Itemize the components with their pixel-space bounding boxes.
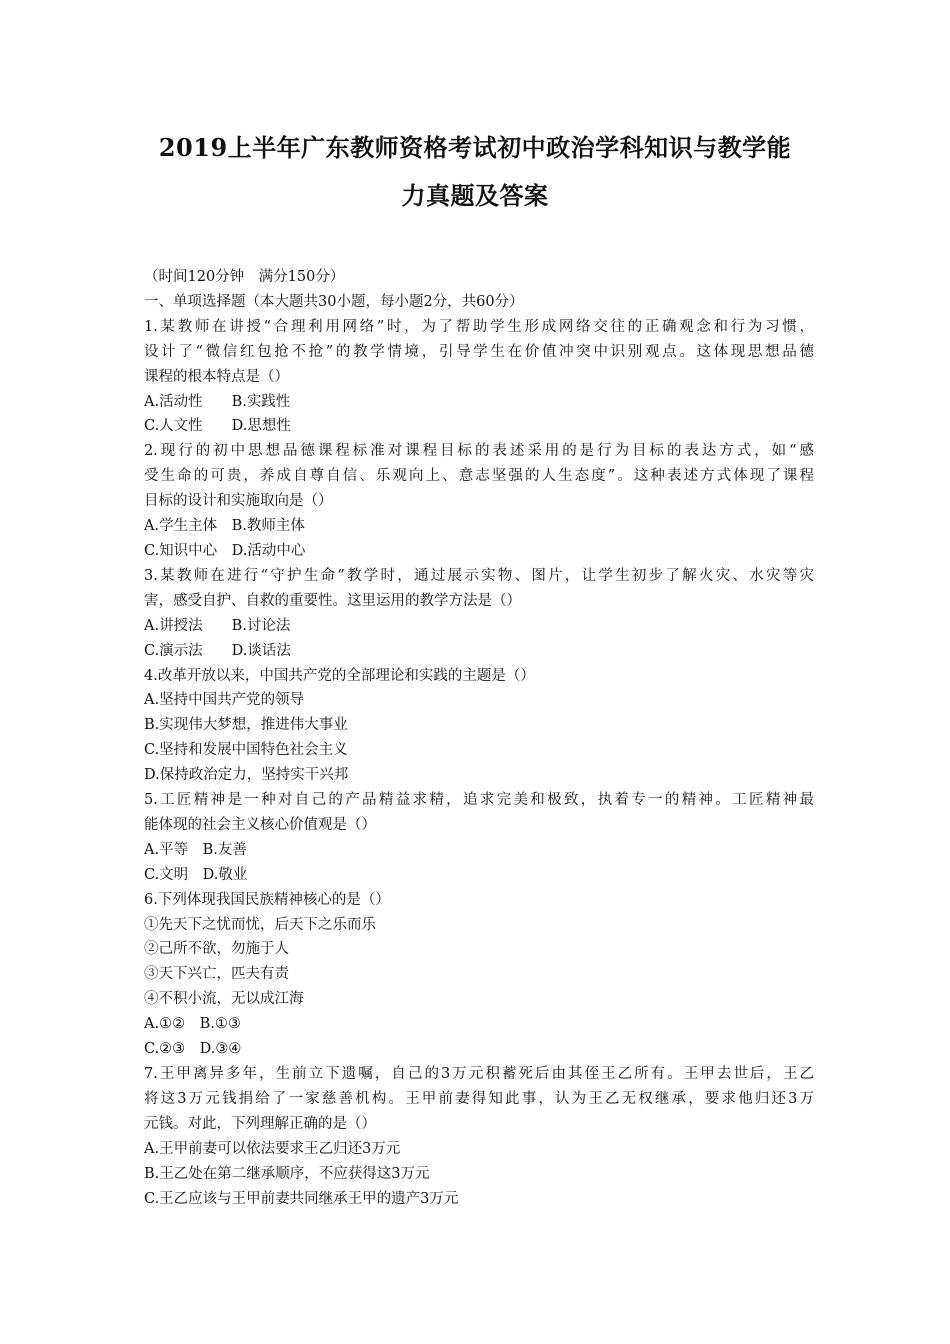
exam-info: （时间120分钟 满分150分） [144, 269, 345, 285]
question-statement-item: ④不积小流，无以成江海 [144, 991, 304, 1008]
question-option-line: C.王乙应该与王甲前妻共同继承王甲的遗产3万元 [144, 1190, 459, 1207]
question-7 [144, 1062, 814, 1211]
question-text-line: 2.现行的初中思想品德课程标准对课程目标的表述采用的是行为目标的表达方式，如“感 [144, 443, 814, 460]
question-statement-item: ①先天下之忧而忧，后天下之乐而乐 [144, 916, 376, 933]
question-option-line: A.王甲前妻可以依法要求王乙归还3万元 [144, 1140, 401, 1157]
question-text-line: 1.某教师在讲授“合理利用网络”时，为了帮助学生形成网络交往的正确观念和行为习惯， [144, 318, 814, 335]
question-option-line: A.学生主体 B.教师主体 [144, 518, 305, 535]
question-option-line: C.人文性 D.思想性 [144, 418, 291, 435]
question-6 [144, 888, 814, 1062]
document-title-line-2: 力真题及答案 [401, 181, 549, 210]
question-text-line: 害，感受自护、自救的重要性。这里运用的教学方法是（） [144, 592, 521, 609]
question-option-line: D.保持政治定力，坚持实干兴邦 [144, 767, 349, 784]
question-3 [144, 564, 814, 664]
question-2 [144, 439, 814, 564]
section-heading: 一、单项选择题（本大题共30小题，每小题2分，共60分） [144, 293, 524, 310]
question-option-line: A.平等 B.友善 [144, 841, 247, 858]
question-option-line: C.坚持和发展中国特色社会主义 [144, 742, 348, 759]
question-text-line: 7.王甲离异多年，生前立下遗嘱，自己的3万元积蓄死后由其侄王乙所有。王甲去世后，王乙 [144, 1066, 814, 1082]
question-text-line: 课程的根本特点是（） [144, 368, 289, 385]
question-option-line: A.讲授法 B.讨论法 [144, 617, 291, 634]
question-option-line: B.实现伟大梦想，推进伟大事业 [144, 717, 348, 734]
question-text-line: 元钱。对此，下列理解正确的是（） [144, 1115, 376, 1132]
question-text-line: 设计了“微信红包抢不抢”的教学情境，引导学生在价值冲突中识别观点。这体现思想品德 [144, 343, 814, 360]
question-4 [144, 664, 814, 789]
question-text-line: 将这3万元钱捐给了一家慈善机构。王甲前妻得知此事，认为王乙无权继承，要求他归还3万 [144, 1090, 814, 1107]
question-text-line: 目标的设计和实施取向是（） [144, 493, 333, 510]
question-option-line: C.演示法 D.谈话法 [144, 642, 291, 659]
question-option-line: B.王乙处在第二继承顺序，不应获得这3万元 [144, 1165, 430, 1182]
question-option-line: A.坚持中国共产党的领导 [144, 692, 305, 709]
question-text-line: 4.改革开放以来，中国共产党的全部理论和实践的主题是（） [144, 667, 535, 684]
question-text-line: 3.某教师在进行“守护生命”教学时，通过展示实物、图片，让学生初步了解火灾、水灾等灾 [144, 567, 814, 584]
question-text-line: 受生命的可贵，养成自尊自信、乐观向上、意志坚强的人生态度”。这种表述方式体现了课程 [144, 468, 814, 485]
question-text-line: 能体现的社会主义核心价值观是（） [144, 816, 376, 833]
question-5 [144, 788, 814, 888]
document-body [144, 265, 814, 1211]
document-title-line-1: 2019上半年广东教师资格考试初中政治学科知识与教学能 [158, 133, 792, 162]
question-option-line: C.知识中心 D.活动中心 [144, 542, 306, 559]
question-text-line: 5.工匠精神是一种对自己的产品精益求精，追求完美和极致，执着专一的精神。工匠精神最 [144, 792, 814, 809]
question-option-line: C.文明 D.敬业 [144, 866, 248, 883]
question-1 [144, 315, 814, 440]
question-option-line: A.活动性 B.实践性 [144, 393, 291, 410]
question-statement-item: ③天下兴亡，匹夫有责 [144, 966, 289, 983]
question-option-line: C.②③ D.③④ [144, 1041, 242, 1058]
question-statement-item: ②己所不欲，勿施于人 [144, 941, 289, 958]
question-text-line: 6.下列体现我国民族精神核心的是（） [144, 891, 390, 908]
question-option-line: A.①② B.①③ [144, 1016, 241, 1033]
